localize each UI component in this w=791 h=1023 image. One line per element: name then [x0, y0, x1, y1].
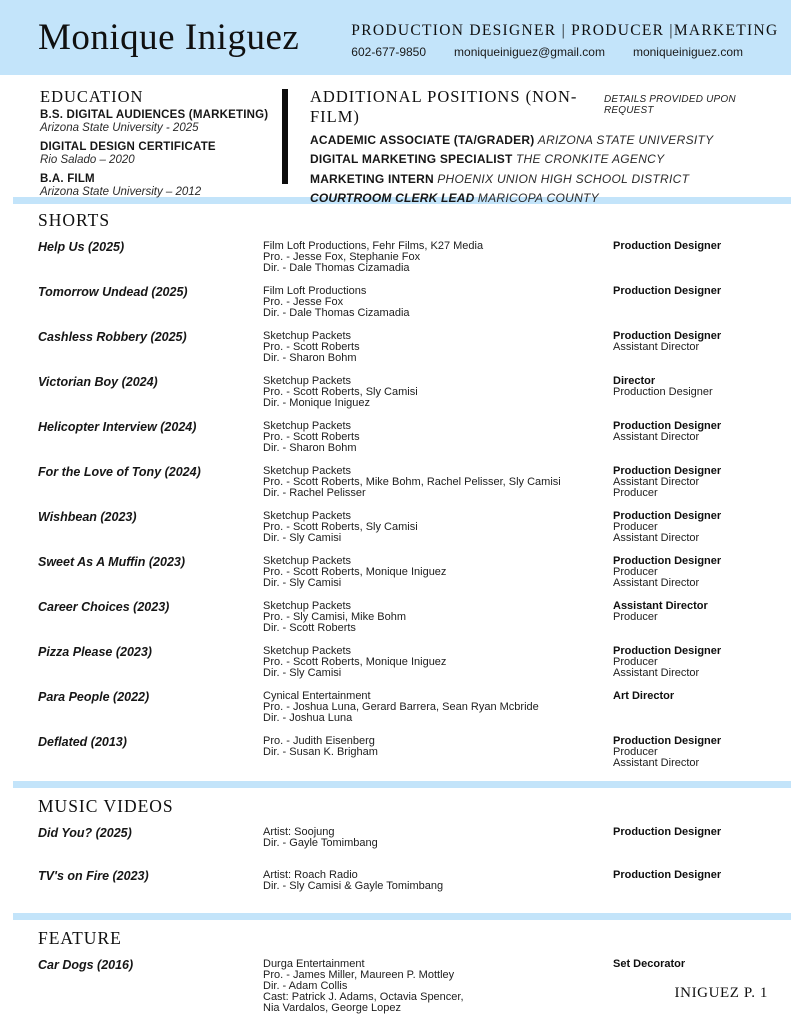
project-roles — [613, 376, 768, 409]
degree-name: DIGITAL DESIGN CERTIFICATE — [40, 141, 216, 153]
position-item — [310, 192, 768, 205]
detail-line: Dir. - Gayle Tomimbang — [263, 837, 378, 849]
role-line: Art Director — [613, 690, 675, 702]
position-organization: THE CRONKITE AGENCY — [515, 152, 665, 166]
detail-line: Dir. - Susan K. Brigham — [263, 746, 378, 758]
detail-line: Dir. - Joshua Luna — [263, 712, 353, 724]
credit-entry — [38, 331, 768, 364]
project-details — [263, 421, 613, 454]
detail-line: Dir. - Sharon Bohm — [263, 442, 357, 454]
position-item — [310, 173, 768, 186]
detail-line: Sketchup Packets — [263, 510, 352, 522]
credit-entry — [38, 376, 768, 409]
credit-entry — [38, 959, 768, 1014]
education-section — [40, 87, 282, 197]
role-line: Production Designer — [613, 386, 713, 398]
position-title: MARKETING INTERN — [310, 171, 434, 186]
role-line: Producer — [613, 611, 658, 623]
education-item — [40, 173, 282, 199]
credit-entry — [38, 241, 768, 274]
email-address: moniqueiniguez@gmail.com — [454, 45, 605, 59]
role-line: Producer — [613, 521, 658, 533]
detail-line: Pro. - James Miller, Maureen P. Mottley — [263, 969, 455, 981]
detail-line: Pro. - Scott Roberts, Sly Camisi — [263, 521, 418, 533]
project-roles — [613, 466, 768, 499]
education-heading: EDUCATION — [40, 87, 144, 106]
role-line: Production Designer — [613, 465, 722, 477]
detail-line: Dir. - Scott Roberts — [263, 622, 356, 634]
role-line: Production Designer — [613, 645, 722, 657]
credit-entry — [38, 556, 768, 589]
role-line: Assistant Director — [613, 532, 700, 544]
credit-entry — [38, 601, 768, 634]
project-title: Pizza Please (2023) — [38, 645, 152, 659]
degree-name: B.A. FILM — [40, 173, 95, 185]
project-roles — [613, 331, 768, 364]
project-title: Sweet As A Muffin (2023) — [38, 555, 186, 569]
role-line: Assistant Director — [613, 577, 700, 589]
project-details — [263, 827, 613, 849]
project-details — [263, 646, 613, 679]
positions-list — [310, 134, 768, 206]
project-details — [263, 511, 613, 544]
project-title: For the Love of Tony (2024) — [38, 465, 201, 479]
project-details — [263, 556, 613, 589]
credit-entry — [38, 736, 768, 769]
shorts-list — [38, 241, 768, 769]
project-title: Para People (2022) — [38, 690, 150, 704]
position-organization: ARIZONA STATE UNIVERSITY — [537, 132, 714, 147]
role-line: Producer — [613, 746, 658, 758]
credit-entry — [38, 827, 768, 849]
detail-line: Film Loft Productions, Fehr Films, K27 Media — [263, 240, 484, 252]
detail-line: Pro. - Jesse Fox, Stephanie Fox — [263, 251, 421, 263]
position-title: COURTROOM CLERK LEAD — [310, 191, 475, 205]
feature-list — [38, 959, 768, 1014]
role-line: Assistant Director — [613, 341, 700, 353]
role-line: Assistant Director — [613, 757, 700, 769]
project-roles — [613, 870, 768, 892]
project-title: Helicopter Interview (2024) — [38, 420, 197, 434]
detail-line: Dir. - Dale Thomas Cizamadia — [263, 262, 410, 274]
project-roles — [613, 421, 768, 454]
credit-entry — [38, 646, 768, 679]
project-roles — [613, 646, 768, 679]
position-organization: PHOENIX UNION HIGH SCHOOL DISTRICT — [437, 171, 690, 186]
credit-entry — [38, 511, 768, 544]
project-roles — [613, 736, 768, 769]
role-line: Production Designer — [613, 240, 722, 252]
role-line: Set Decorator — [613, 958, 686, 970]
detail-line: Dir. - Adam Collis — [263, 980, 348, 992]
feature-section — [0, 920, 791, 1014]
project-roles — [613, 286, 768, 319]
project-details — [263, 331, 613, 364]
role-line: Production Designer — [613, 420, 722, 432]
position-title: ACADEMIC ASSOCIATE (TA/GRADER) — [310, 132, 535, 147]
education-item — [40, 109, 282, 135]
contact-row — [351, 45, 778, 59]
detail-line: Dir. - Monique Iniguez — [263, 397, 370, 409]
detail-line: Pro. - Joshua Luna, Gerard Barrera, Sean Ryan Mcbride — [263, 701, 539, 713]
website-url: moniqueiniguez.com — [632, 45, 744, 59]
education-item — [40, 141, 282, 167]
shorts-section — [0, 204, 791, 769]
project-title: Victorian Boy (2024) — [38, 375, 158, 389]
education-list — [40, 109, 282, 199]
detail-line: Pro. - Scott Roberts — [263, 431, 360, 443]
role-line: Production Designer — [613, 555, 722, 567]
phone-number: 602-677-9850 — [351, 45, 427, 59]
project-title: Help Us (2025) — [38, 240, 125, 254]
header-right — [351, 16, 778, 59]
detail-line: Cast: Patrick J. Adams, Octavia Spencer, — [263, 991, 464, 1003]
project-title: Tomorrow Undead (2025) — [38, 285, 188, 299]
role-line: Assistant Director — [613, 431, 700, 443]
detail-line: Pro. - Scott Roberts, Monique Iniguez — [263, 656, 447, 668]
detail-line: Sketchup Packets — [263, 420, 352, 432]
project-title: Deflated (2013) — [38, 735, 127, 749]
role-line: Assistant Director — [613, 476, 700, 488]
project-title: Wishbean (2023) — [38, 510, 137, 524]
role-line: Production Designer — [613, 510, 722, 522]
detail-line: Dir. - Rachel Pelisser — [263, 487, 366, 499]
project-details — [263, 241, 613, 274]
project-details — [263, 736, 613, 769]
position-item — [310, 134, 768, 147]
position-title: DIGITAL MARKETING SPECIALIST — [310, 152, 513, 166]
project-details — [263, 466, 613, 499]
role-line: Production Designer — [613, 826, 722, 838]
project-roles — [613, 691, 768, 724]
detail-line: Dir. - Dale Thomas Cizamadia — [263, 307, 410, 319]
credit-entry — [38, 691, 768, 724]
detail-line: Dir. - Sly Camisi — [263, 532, 342, 544]
credit-entry — [38, 466, 768, 499]
role-line: Producer — [613, 656, 658, 668]
project-title: Career Choices (2023) — [38, 600, 170, 614]
detail-line: Pro. - Scott Roberts — [263, 341, 360, 353]
professional-titles: PRODUCTION DESIGNER | PRODUCER |MARKETING — [351, 22, 779, 39]
project-details — [263, 959, 613, 1014]
detail-line: Dir. - Sharon Bohm — [263, 352, 357, 364]
detail-line: Pro. - Jesse Fox — [263, 296, 344, 308]
role-line: Production Designer — [613, 330, 722, 342]
credit-entry — [38, 870, 768, 892]
project-details — [263, 691, 613, 724]
project-roles — [613, 241, 768, 274]
detail-line: Nia Vardalos, George Lopez — [263, 1002, 401, 1014]
project-roles — [613, 827, 768, 849]
info-section — [0, 75, 791, 205]
role-line: Assistant Director — [613, 667, 700, 679]
detail-line: Sketchup Packets — [263, 330, 352, 342]
additional-positions-heading: ADDITIONAL POSITIONS (NON-FILM) — [310, 87, 578, 126]
music-videos-list — [38, 827, 768, 892]
detail-line: Artist: Soojung — [263, 826, 335, 838]
detail-line: Pro. - Scott Roberts, Monique Iniguez — [263, 566, 447, 578]
project-title: TV's on Fire (2023) — [38, 869, 149, 883]
project-details — [263, 286, 613, 319]
person-name: Monique Iniguez — [38, 17, 300, 58]
detail-line: Dir. - Sly Camisi — [263, 577, 342, 589]
project-title: Did You? (2025) — [38, 826, 132, 840]
role-line: Assistant Director — [613, 600, 708, 612]
role-line: Producer — [613, 487, 658, 499]
credit-entry — [38, 286, 768, 319]
detail-line: Sketchup Packets — [263, 555, 352, 567]
header — [0, 0, 791, 75]
section-divider — [13, 781, 791, 788]
page-number-label: INIGUEZ P. 1 — [674, 985, 768, 1001]
school-and-year: Rio Salado – 2020 — [40, 154, 135, 166]
role-line: Production Designer — [613, 735, 722, 747]
detail-line: Pro. - Scott Roberts, Sly Camisi — [263, 386, 418, 398]
project-details — [263, 870, 613, 892]
school-and-year: Arizona State University - 2025 — [40, 122, 199, 134]
project-roles — [613, 511, 768, 544]
role-line: Producer — [613, 566, 658, 578]
detail-line: Artist: Roach Radio — [263, 869, 358, 881]
project-details — [263, 376, 613, 409]
detail-line: Durga Entertainment — [263, 958, 365, 970]
detail-line: Sketchup Packets — [263, 465, 352, 477]
detail-line: Pro. - Judith Eisenberg — [263, 735, 375, 747]
detail-line: Sketchup Packets — [263, 375, 352, 387]
detail-line: Dir. - Sly Camisi & Gayle Tomimbang — [263, 880, 444, 892]
project-roles — [613, 556, 768, 589]
position-organization: MARICOPA COUNTY — [477, 191, 599, 205]
detail-line: Dir. - Sly Camisi — [263, 667, 342, 679]
role-line: Production Designer — [613, 285, 722, 297]
project-roles — [613, 601, 768, 634]
role-line: Production Designer — [613, 869, 722, 881]
role-line: Director — [613, 375, 656, 387]
project-title: Car Dogs (2016) — [38, 958, 134, 972]
project-details — [263, 601, 613, 634]
detail-line: Cynical Entertainment — [263, 690, 371, 702]
position-item — [310, 153, 768, 166]
detail-line: Sketchup Packets — [263, 645, 352, 657]
detail-line: Sketchup Packets — [263, 600, 352, 612]
school-and-year: Arizona State University – 2012 — [40, 186, 202, 198]
project-title: Cashless Robbery (2025) — [38, 330, 187, 344]
section-divider — [13, 913, 791, 920]
music-videos-heading: MUSIC VIDEOS — [38, 796, 174, 816]
details-note: DETAILS PROVIDED UPON REQUEST — [603, 94, 736, 116]
music-videos-section — [0, 788, 791, 892]
detail-line: Pro. - Scott Roberts, Mike Bohm, Rachel Pelisser, Sly Camisi — [263, 476, 561, 488]
credit-entry — [38, 421, 768, 454]
additional-positions-header — [310, 87, 768, 127]
detail-line: Film Loft Productions — [263, 285, 367, 297]
additional-positions-section — [288, 87, 768, 205]
detail-line: Pro. - Sly Camisi, Mike Bohm — [263, 611, 407, 623]
shorts-heading: SHORTS — [38, 210, 111, 230]
degree-name: B.S. DIGITAL AUDIENCES (MARKETING) — [40, 109, 269, 121]
feature-heading: FEATURE — [38, 928, 122, 948]
